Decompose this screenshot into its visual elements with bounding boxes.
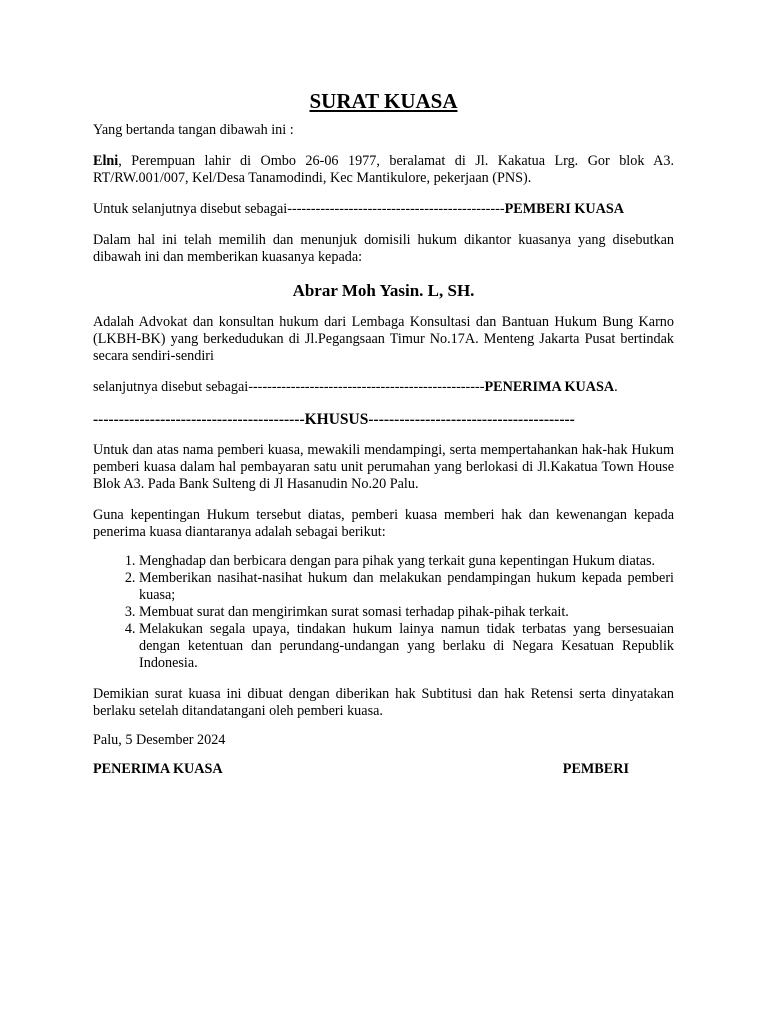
- grantor-label-prefix: Untuk selanjutnya disebut sebagai----------------------------------------------: [93, 201, 505, 217]
- attorney-label-suffix: .: [614, 379, 618, 395]
- authority-list: [93, 553, 674, 672]
- signature-left-label: PENERIMA KUASA: [93, 761, 223, 777]
- appointment-paragraph: Dalam hal ini telah memilih dan menunjuk domisili hukum dikantor kuasanya yang disebutkan dibawah ini dan memberikan kuasanya kepada:: [93, 232, 674, 265]
- authority-item: 2. Memberikan nasihat-nasihat hukum dan melakukan pendampingan hukum kepada pemberi kuasa;: [139, 570, 674, 604]
- grantor-name: Elni: [93, 153, 119, 169]
- signature-row: [93, 761, 674, 778]
- attorney-details-paragraph: Adalah Advokat dan konsultan hukum dari Lembaga Konsultasi dan Bantuan Hukum Bung Karno (LKBH-BK) yang berkedudukan di Jl.Pegangsaan Timur No.17A. Menteng Jakarta Pusat bertindak secara sendiri-sendiri: [93, 314, 674, 364]
- grantor-details: , Perempuan lahir di Ombo 26-06 1977, beralamat di Jl. Kakatua Lrg. Gor blok A3. RT/RW.001/007, Kel/Desa Tanamodindi, Kec Mantikulore, pekerjaan (PNS).: [93, 153, 674, 186]
- place-date: Palu, 5 Desember 2024: [93, 732, 226, 748]
- document-page: [93, 88, 674, 778]
- purpose-paragraph: Untuk dan atas nama pemberi kuasa, mewakili mendampingi, serta mempertahankan hak-hak Hukum pemberi kuasa dalam hal pembayaran satu unit perumahan yang berlokasi di Jl.Kakatua Town House Blok A3. Pada Bank Sulteng di Jl Hasanudin No.20 Palu.: [93, 442, 674, 492]
- grantor-paragraph: [93, 153, 674, 187]
- authority-intro-paragraph: Guna kepentingan Hukum tersebut diatas, pemberi kuasa memberi hak dan kewenangan kepada penerima kuasa diantaranya adalah sebagai berikut:: [93, 507, 674, 540]
- closing-paragraph: Demikian surat kuasa ini dibuat dengan diberikan hak Subtitusi dan hak Retensi serta dinyatakan berlaku setelah ditandatangani oleh pemberi kuasa.: [93, 686, 674, 719]
- document-title: SURAT KUASA: [309, 89, 458, 113]
- attorney-label-paragraph: [93, 379, 674, 396]
- authority-item: 1. Menghadap dan berbicara dengan para pihak yang terkait guna kepentingan Hukum diatas.: [139, 553, 674, 570]
- khusus-heading: -----------------------------------------KHUSUS----------------------------------------: [93, 411, 575, 428]
- attorney-label-prefix: selanjutnya disebut sebagai--------------------------------------------------: [93, 379, 485, 395]
- signature-right-label: PEMBERI: [562, 761, 629, 777]
- attorney-label-role: PENERIMA KUASA: [484, 379, 615, 395]
- attorney-name: Abrar Moh Yasin. L, SH.: [292, 281, 475, 300]
- authority-item: 3. Membuat surat dan mengirimkan surat somasi terhadap pihak-pihak terkait.: [139, 604, 674, 621]
- grantor-label-paragraph: [93, 201, 674, 218]
- authority-item: 4. Melakukan segala upaya, tindakan hukum lainya namun tidak terbatas yang bersesuaian dengan ketentuan dan perundang-undangan yang berlaku di Negara Kesatuan Republik Indonesia.: [139, 621, 674, 672]
- intro-text: Yang bertanda tangan dibawah ini :: [93, 122, 294, 138]
- grantor-label-role: PEMBERI KUASA: [504, 201, 625, 217]
